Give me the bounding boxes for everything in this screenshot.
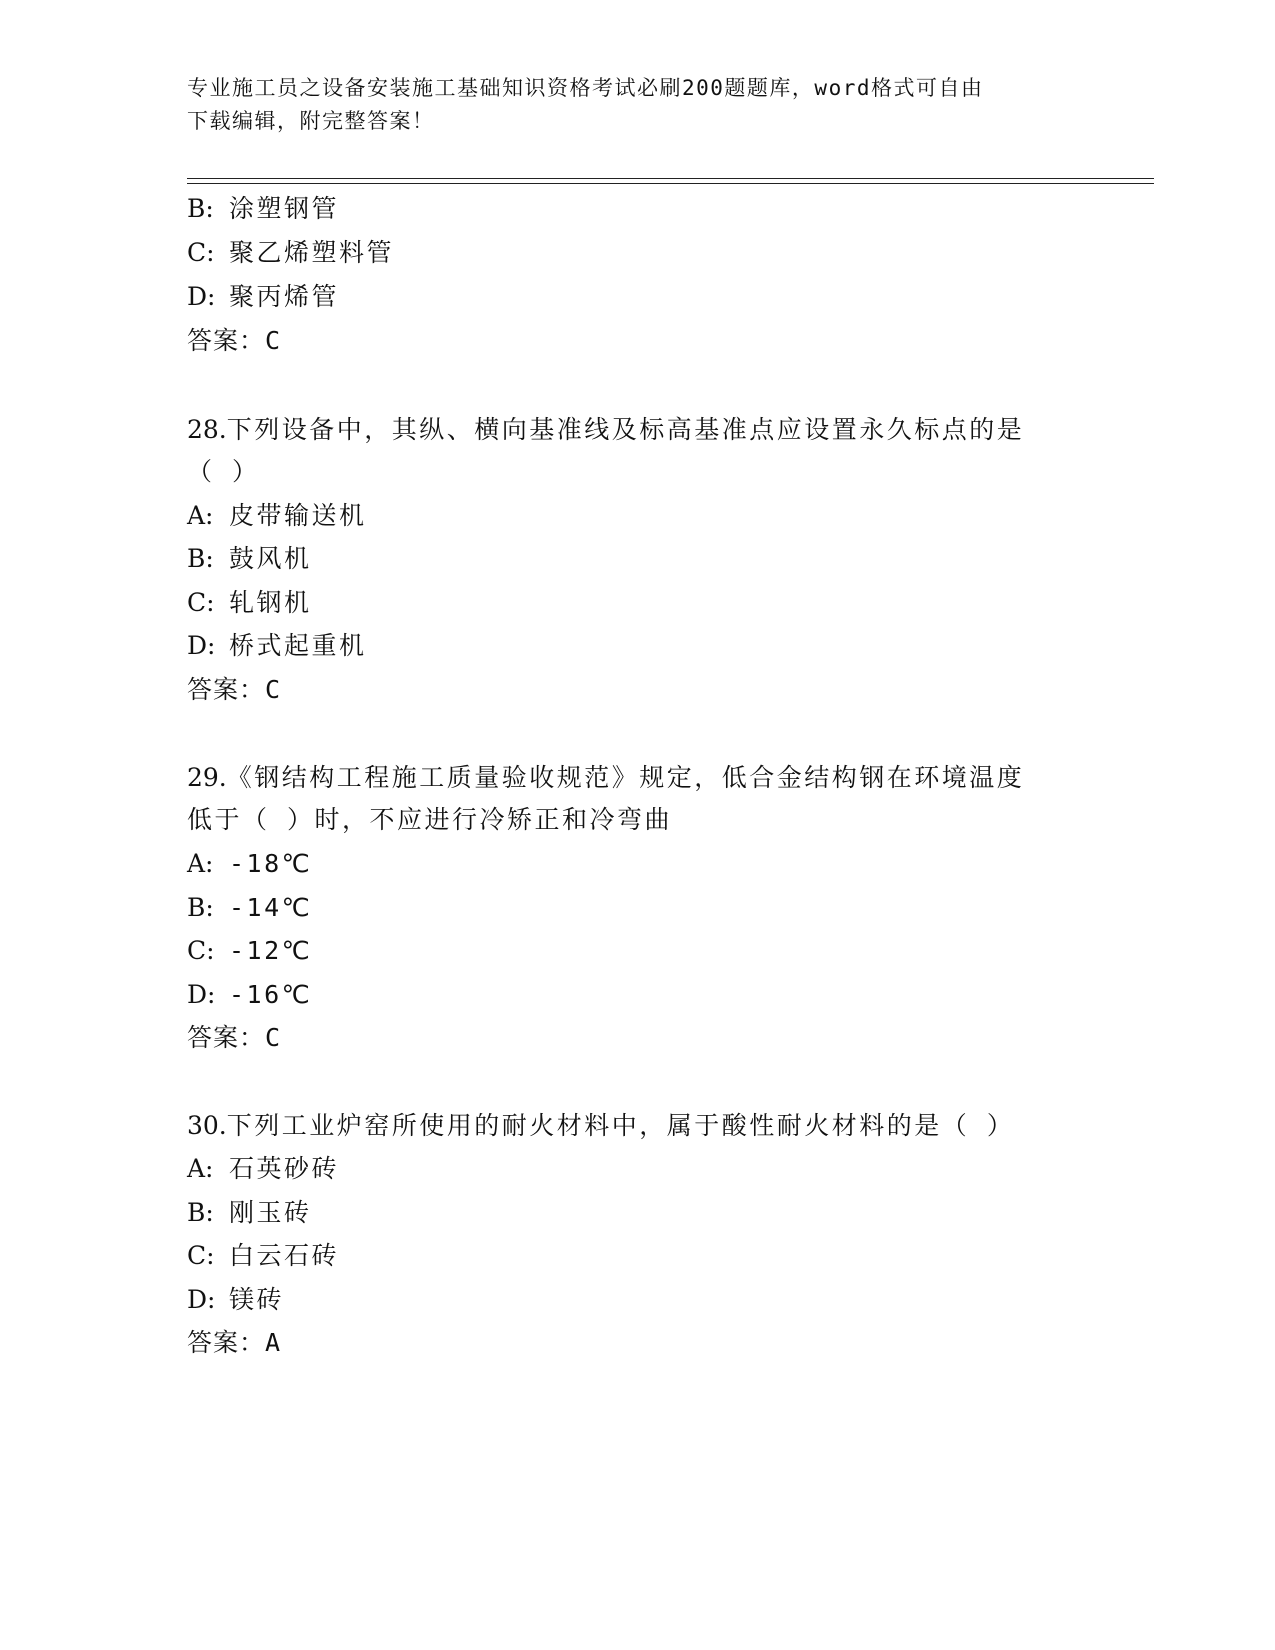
answer-label: 答案：	[187, 326, 266, 355]
option-label: D:	[187, 1285, 216, 1314]
option-label: A:	[187, 1154, 214, 1183]
option-row	[187, 979, 312, 1011]
option-label: B:	[187, 544, 214, 573]
option-text: -16℃	[229, 980, 313, 1009]
header-line-1: 专业施工员之设备安装施工基础知识资格考试必刷200题题库，word格式可自由	[187, 76, 984, 100]
question-stem	[187, 1110, 1014, 1142]
option-label: C:	[187, 238, 215, 267]
option-text: 聚丙烯管	[229, 282, 340, 311]
answer-value: C	[265, 326, 282, 355]
option-label: B:	[187, 893, 214, 922]
header-divider-top	[187, 178, 1154, 179]
option-row	[187, 848, 312, 880]
option-row	[187, 1284, 284, 1316]
option-text: 桥式起重机	[229, 631, 367, 660]
header-line-2: 下载编辑，附完整答案！	[187, 109, 435, 133]
option-text: 石英砂砖	[229, 1154, 340, 1183]
question-number: 30.	[187, 1111, 227, 1140]
option-label: A:	[187, 849, 214, 878]
option-label: C:	[187, 588, 215, 617]
question-text: 下列设备中，其纵、横向基准线及标高基准点应设置永久标点的是	[226, 415, 1025, 444]
option-label: D:	[187, 631, 216, 660]
option-text: 刚玉砖	[229, 1198, 312, 1227]
answer-label: 答案：	[187, 1023, 266, 1052]
question-number: 29.	[187, 763, 227, 792]
option-row	[187, 193, 339, 225]
question-stem-continued: 低于（ ）时，不应进行冷矫正和冷弯曲	[187, 805, 673, 834]
answer-value: C	[265, 675, 282, 704]
option-row	[187, 892, 312, 924]
option-row	[187, 1153, 339, 1185]
option-text: 轧钢机	[229, 588, 312, 617]
answer-row	[187, 325, 281, 357]
option-text: 鼓风机	[229, 544, 312, 573]
answer-label: 答案：	[187, 1328, 266, 1357]
option-label: B:	[187, 194, 214, 223]
header-divider-bottom	[187, 183, 1154, 184]
option-text: 聚乙烯塑料管	[229, 238, 395, 267]
answer-value: C	[265, 1023, 282, 1052]
option-text: -12℃	[229, 936, 313, 965]
option-text: -14℃	[229, 893, 313, 922]
answer-value: A	[265, 1328, 282, 1357]
question-stem-continued: （ ）	[187, 457, 260, 486]
answer-row	[187, 674, 281, 706]
option-row	[187, 630, 367, 662]
option-row	[187, 935, 312, 967]
document-header	[187, 72, 1067, 138]
option-text: -18℃	[229, 849, 313, 878]
answer-row	[187, 1022, 281, 1054]
option-row	[187, 1240, 339, 1272]
option-row	[187, 1197, 312, 1229]
option-label: A:	[187, 501, 214, 530]
question-text: 《钢结构工程施工质量验收规范》规定，低合金结构钢在环境温度	[226, 763, 1025, 792]
option-row	[187, 543, 312, 575]
question-text: 下列工业炉窑所使用的耐火材料中，属于酸性耐火材料的是（ ）	[226, 1111, 1015, 1140]
answer-label: 答案：	[187, 675, 266, 704]
answer-row	[187, 1327, 281, 1359]
question-stem	[187, 414, 1024, 446]
option-label: D:	[187, 980, 216, 1009]
question-stem	[187, 762, 1024, 794]
option-label: C:	[187, 936, 215, 965]
option-text: 镁砖	[229, 1285, 285, 1314]
option-row	[187, 281, 339, 313]
option-label: B:	[187, 1198, 214, 1227]
question-number: 28.	[187, 415, 227, 444]
option-row	[187, 237, 394, 269]
option-row	[187, 500, 367, 532]
option-text: 白云石砖	[229, 1241, 340, 1270]
option-label: D:	[187, 282, 216, 311]
option-label: C:	[187, 1241, 215, 1270]
option-text: 涂塑钢管	[229, 194, 340, 223]
option-row	[187, 587, 312, 619]
option-text: 皮带输送机	[229, 501, 367, 530]
